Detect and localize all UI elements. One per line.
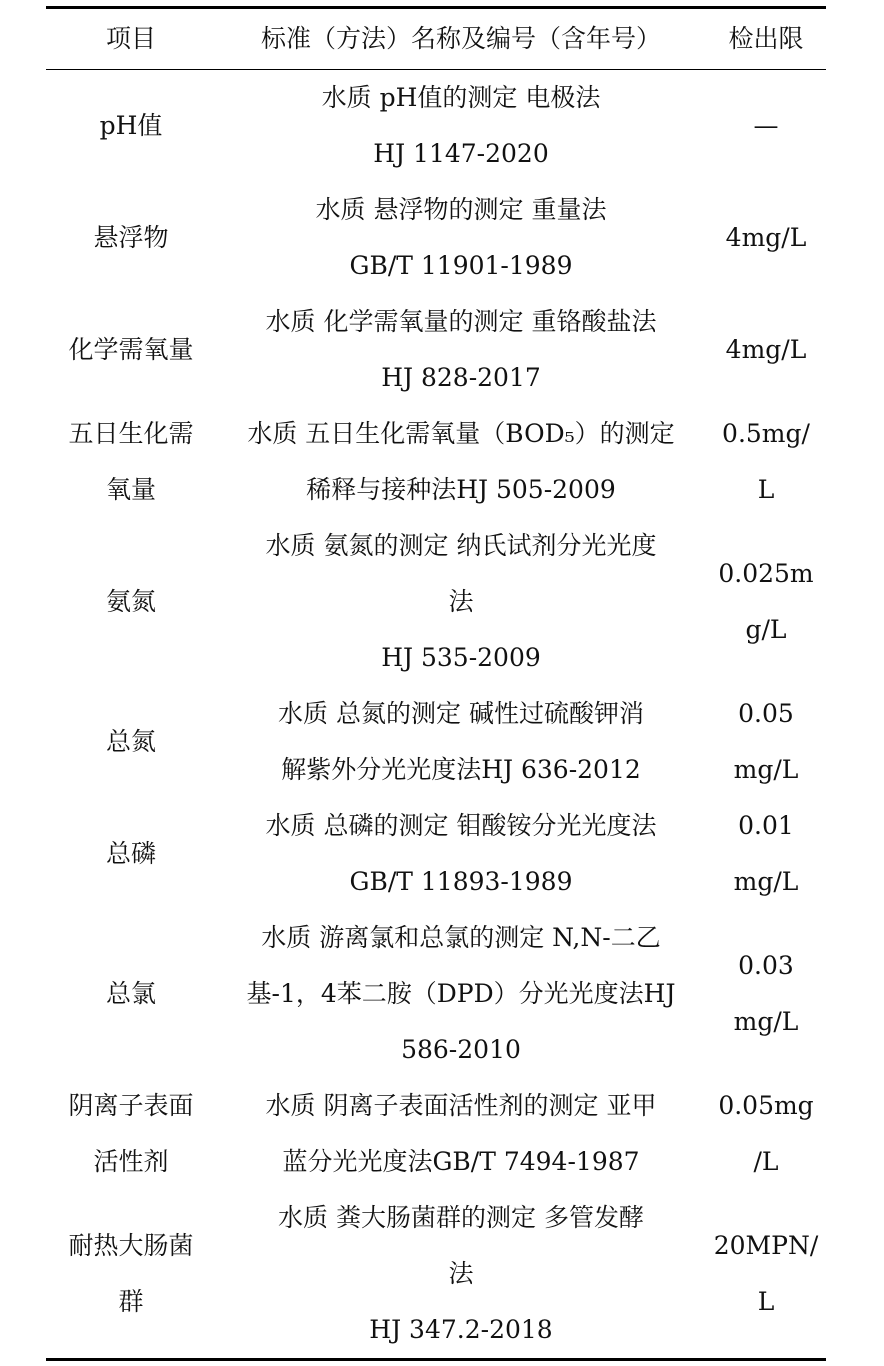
item-cell-line: 耐热大肠菌 [68,1231,194,1260]
method-cell-line: 水质 总磷的测定 钼酸铵分光光度法 [265,811,657,840]
limit-cell-line: 20MPN/ [713,1231,819,1260]
method-cell-line: 基-1，4苯二胺（DPD）分光光度法HJ [246,979,676,1008]
standards-table [46,9,826,69]
method-cell [216,1190,706,1358]
limit-cell [706,910,826,1078]
item-cell [46,1190,216,1358]
item-cell [46,182,216,294]
limit-cell [706,518,826,686]
limit-cell [706,798,826,910]
limit-cell-line: 0.05mg [718,1091,814,1120]
limit-cell-line: L [757,475,775,504]
item-cell-line: 阴离子表面 [68,1091,194,1120]
standards-table-container [46,6,826,1361]
limit-cell-line: — [753,111,779,140]
item-cell-line: 总磷 [105,839,156,868]
item-cell [46,406,216,518]
limit-cell-line: 0.025m [718,559,814,588]
item-cell [46,686,216,798]
limit-cell [706,294,826,406]
method-cell-line: HJ 347.2-2018 [369,1315,553,1344]
item-cell-line: 悬浮物 [93,223,169,252]
limit-cell-line: 4mg/L [725,335,807,364]
method-cell-line: 水质 化学需氧量的测定 重铬酸盐法 [265,307,657,336]
method-cell [216,406,706,518]
item-cell-line: 五日生化需 [68,419,194,448]
table-row [46,406,826,518]
table-row [46,70,826,182]
method-cell [216,182,706,294]
item-cell [46,910,216,1078]
item-cell [46,70,216,182]
table-row [46,182,826,294]
method-cell-line: 水质 pH值的测定 电极法 [321,83,601,112]
limit-cell-line: mg/L [733,755,799,784]
method-cell-line: HJ 828-2017 [381,363,541,392]
table-row [46,518,826,686]
method-cell-line: 586-2010 [401,1035,521,1064]
method-cell-line: 水质 五日生化需氧量（BOD₅）的测定 [247,419,675,448]
limit-cell-line: g/L [745,615,787,644]
limit-cell [706,406,826,518]
method-cell-line: 水质 总氮的测定 碱性过硫酸钾消 [278,699,644,728]
header-limit: 检出限 [728,24,804,53]
header-method: 标准（方法）名称及编号（含年号） [260,24,661,53]
method-cell [216,798,706,910]
limit-cell-line: 0.01 [738,811,794,840]
method-cell [216,70,706,182]
table-row [46,686,826,798]
method-cell-line: HJ 1147-2020 [373,139,549,168]
item-cell-line: 总氯 [105,979,156,1008]
table-header-row [46,9,826,69]
limit-cell-line: L [757,1287,775,1316]
method-cell-line: HJ 535-2009 [381,643,541,672]
method-cell [216,294,706,406]
item-cell-line: 活性剂 [93,1147,169,1176]
method-cell [216,518,706,686]
table-row [46,294,826,406]
item-cell-line: 氨氮 [105,587,156,616]
method-cell [216,686,706,798]
limit-cell-line: mg/L [733,867,799,896]
method-cell-line: 解紫外分光光度法HJ 636-2012 [281,755,641,784]
method-cell-line: 水质 氨氮的测定 纳氏试剂分光光度 [265,531,657,560]
item-cell-line: pH值 [99,111,163,140]
limit-cell-line: /L [753,1147,779,1176]
limit-cell-line: 0.5mg/ [722,419,810,448]
table-row [46,910,826,1078]
method-cell-line: GB/T 11893-1989 [349,867,573,896]
limit-cell [706,182,826,294]
limit-cell [706,686,826,798]
limit-cell-line: mg/L [733,1007,799,1036]
method-cell [216,1078,706,1190]
table-bottom-rule [46,1358,826,1361]
header-item: 项目 [105,24,156,53]
limit-cell-line: 4mg/L [725,223,807,252]
table-row [46,1078,826,1190]
limit-cell [706,70,826,182]
method-cell-line: 水质 悬浮物的测定 重量法 [315,195,607,224]
item-cell [46,294,216,406]
method-cell-line: 稀释与接种法HJ 505-2009 [306,475,616,504]
limit-cell [706,1190,826,1358]
method-cell-line: GB/T 11901-1989 [349,251,573,280]
item-cell [46,518,216,686]
method-cell-line: 法 [448,587,474,616]
table-row [46,798,826,910]
method-cell-line: 水质 阴离子表面活性剂的测定 亚甲 [265,1091,657,1120]
item-cell-line: 氧量 [105,475,156,504]
method-cell-line: 水质 游离氯和总氯的测定 N,N-二乙 [261,923,661,952]
item-cell-line: 总氮 [105,727,156,756]
item-cell-line: 化学需氧量 [68,335,194,364]
method-cell-line: 蓝分光光度法GB/T 7494-1987 [282,1147,640,1176]
item-cell [46,798,216,910]
item-cell [46,1078,216,1190]
method-cell-line: 水质 粪大肠菌群的测定 多管发酵 [278,1203,644,1232]
limit-cell-line: 0.05 [738,699,794,728]
limit-cell [706,1078,826,1190]
limit-cell-line: 0.03 [738,951,794,980]
method-cell [216,910,706,1078]
item-cell-line: 群 [118,1287,144,1316]
method-cell-line: 法 [448,1259,474,1288]
table-row [46,1190,826,1358]
standards-table-body [46,70,826,1358]
